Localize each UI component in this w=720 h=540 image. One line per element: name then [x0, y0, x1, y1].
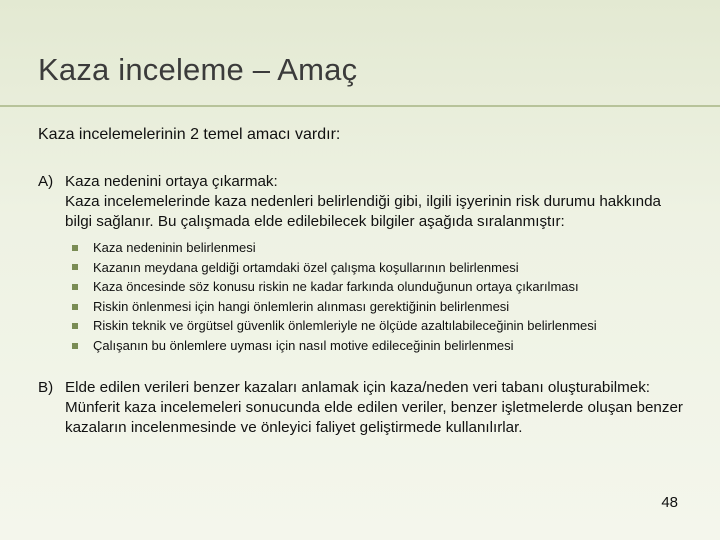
- list-item-text: Çalışanın bu önlemlere uyması için nasıl motive edileceğinin belirlenmesi: [93, 337, 514, 353]
- section-a: [38, 172, 688, 356]
- section-b-letter: B): [38, 379, 54, 396]
- list-item: [72, 238, 688, 258]
- list-item: [72, 277, 688, 297]
- intro-text: Kaza incelemelerinin 2 temel amacı vardır:: [38, 126, 341, 143]
- square-bullet-icon: [72, 264, 78, 270]
- list-item-text: Riskin önlenmesi için hangi önlemlerin alınması gerektiğinin belirlenmesi: [93, 298, 510, 314]
- list-item: [72, 336, 688, 356]
- section-a-heading: Kaza nedenini ortaya çıkarmak:: [65, 173, 278, 190]
- section-a-header: [38, 172, 688, 192]
- section-a-bullet-list: [72, 238, 688, 356]
- list-item-text: Riskin teknik ve örgütsel güvenlik önlemleriyle ne ölçüde azaltılabileceğinin belirlenmesi: [93, 318, 597, 334]
- list-item-text: Kaza öncesinde söz konusu riskin ne kadar farkında olunduğunun ortaya çıkarılması: [93, 279, 579, 295]
- section-b-header: [38, 378, 688, 398]
- slide-title: Kaza inceleme – Amaç: [38, 52, 358, 87]
- list-item-text: Kaza nedeninin belirlenmesi: [93, 240, 256, 255]
- square-bullet-icon: [72, 284, 78, 290]
- section-a-letter: A): [38, 173, 54, 190]
- square-bullet-icon: [72, 343, 78, 349]
- section-a-description: Kaza incelemelerinde kaza nedenleri belirlendiği gibi, ilgili işyerinin risk durumu hakkında bilgi sağlanır. Bu çalışmada elde edilebilecek bilgiler aşağıda sıralanmıştır:: [65, 193, 661, 230]
- list-item: [72, 297, 688, 317]
- section-b: [38, 378, 688, 438]
- section-b-heading: Elde edilen verileri benzer kazaları anlamak için kaza/neden veri tabanı oluşturabilmek:: [65, 379, 651, 396]
- page-number: 48: [661, 494, 678, 511]
- square-bullet-icon: [72, 245, 78, 251]
- list-item: [72, 258, 688, 278]
- square-bullet-icon: [72, 304, 78, 310]
- square-bullet-icon: [72, 323, 78, 329]
- section-b-description: Münferit kaza incelemeleri sonucunda elde edilen veriler, benzer işletmelerde oluşan benzer kazaların incelenmesinde ve önleyici faliyet geliştirmede kullanılırlar.: [65, 399, 683, 436]
- title-divider: [0, 105, 720, 107]
- list-item: [72, 316, 688, 336]
- list-item-text: Kazanın meydana geldiği ortamdaki özel çalışma koşullarının belirlenmesi: [93, 259, 519, 275]
